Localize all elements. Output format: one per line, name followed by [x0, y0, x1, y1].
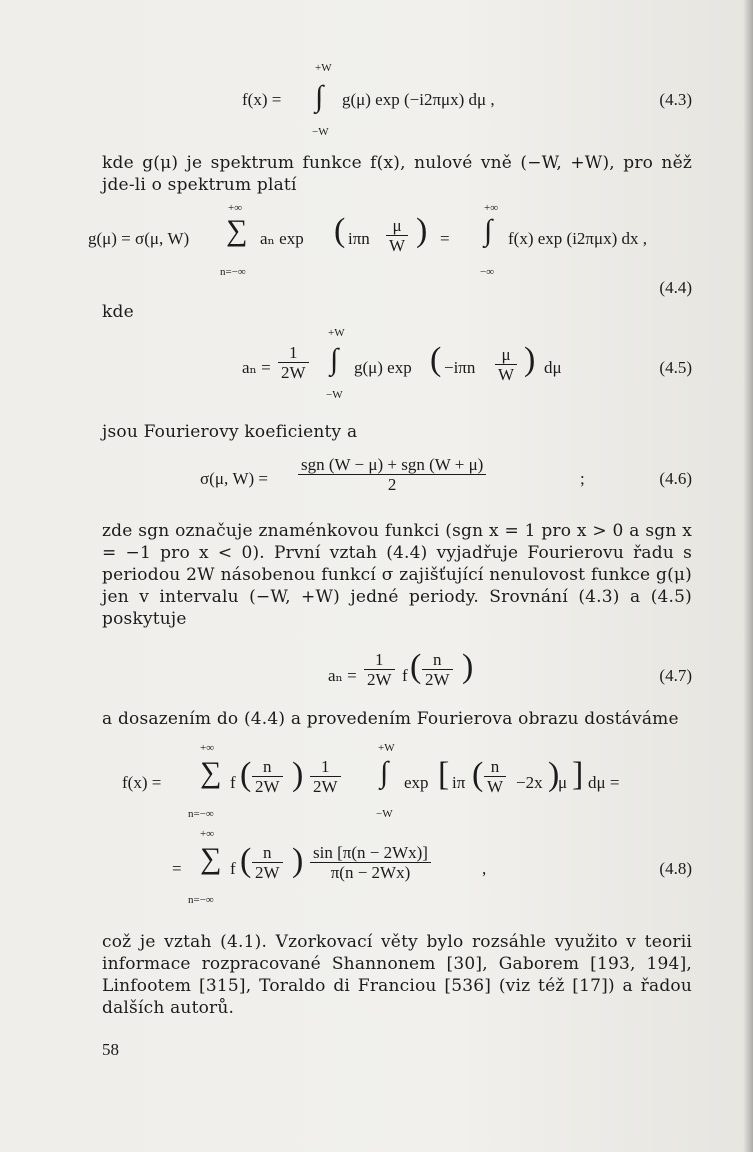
page-edge-shadow [743, 0, 753, 1152]
eq-4-8-frac-num: 1 [310, 757, 341, 777]
eq-4-7-frac-den: 2W [367, 670, 392, 689]
eq-4-6-num: sgn (W − μ) + sgn (W + μ) [298, 455, 486, 475]
eq-4-8-sinc-frac [310, 843, 431, 882]
eq-4-4-sum-lower: n=−∞ [220, 266, 246, 278]
eq-4-6-lhs: σ(μ, W) = [200, 469, 268, 488]
eq-4-7-right-paren: ) [462, 648, 474, 685]
eq-4-8-line2-inner-frac [252, 843, 283, 882]
eq-4-8-line2-eq: = [172, 859, 182, 878]
eq-4-8-right-bracket: ] [572, 756, 584, 793]
eq-4-6-tail: ; [580, 469, 585, 488]
equation-4-5 [102, 325, 692, 405]
eq-4-8-sinc-num: sin [π(n − 2Wx)] [310, 843, 431, 863]
eq-4-8-number: (4.8) [659, 859, 692, 878]
eq-4-8-line2-tail: , [482, 859, 487, 878]
eq-4-7-frac [364, 650, 395, 689]
eq-4-8-line2-left-paren: ( [240, 842, 252, 879]
eq-4-4-sum-upper: +∞ [228, 202, 243, 214]
eq-4-4-lhs: g(μ) = σ(μ, W) [88, 229, 190, 248]
eq-4-3-upper-limit: +W [315, 62, 332, 74]
equation-4-6 [102, 455, 692, 505]
eq-4-4-integral-sign: ∫ [484, 214, 493, 247]
eq-4-4-number: (4.4) [659, 278, 692, 297]
eq-4-8-bracket-frac-den: W [487, 777, 504, 796]
eq-4-8-line2-right-paren: ) [292, 842, 304, 879]
eq-4-5-int-upper: +W [328, 327, 345, 339]
eq-4-3-lower-limit: −W [312, 126, 329, 138]
eq-4-4-sum-sign: ∑ [226, 214, 248, 247]
eq-4-4-frac-den: W [389, 236, 406, 255]
equation-4-8-line2 [102, 826, 692, 906]
eq-4-4-int-upper: +∞ [484, 202, 499, 214]
eq-4-8-line2-sum-lower: n=−∞ [188, 894, 214, 906]
eq-4-7-number: (4.7) [659, 666, 692, 685]
eq-4-8-sum-upper: +∞ [200, 742, 215, 754]
eq-4-8-right-paren-2: ) [548, 756, 560, 793]
eq-4-6-frac [298, 455, 486, 494]
eq-4-7-inner-frac [422, 650, 453, 689]
eq-4-7-left-paren: ( [410, 648, 422, 685]
eq-4-5-int-lower: −W [326, 389, 343, 401]
eq-4-5-frac-num: 1 [278, 343, 309, 363]
eq-4-5-inner-frac-num: μ [495, 345, 517, 365]
eq-4-3-integrand: g(μ) exp (−i2πμx) dμ , [342, 90, 495, 109]
eq-4-8-frac-den: 2W [313, 777, 338, 796]
eq-4-8-tail: dμ = [588, 773, 620, 792]
eq-4-6-den: 2 [387, 475, 397, 494]
eq-4-3-lhs: f(x) = [242, 90, 282, 109]
paragraph-3: jsou Fourierovy koeficienty a [102, 422, 358, 442]
eq-4-8-line2-sum-sign: ∑ [200, 842, 222, 875]
eq-4-8-frac [310, 757, 341, 796]
eq-4-4-frac [386, 216, 408, 255]
eq-4-5-inner-frac [495, 345, 517, 384]
eq-4-8-integral-sign: ∫ [380, 756, 389, 789]
eq-4-8-exp: exp [404, 773, 429, 792]
paragraph-4: zde sgn označuje znaménkovou funkci (sgn x = 1 pro x > 0 a sgn x = −1 pro x < 0). První vztah (4.4) vyjadřuje Fourierovu řadu s periodou 2W násobenou funkcí σ zajišťující nenulovost funkce g(μ) jen v intervalu (−W, +W) jedné periody. Srovnání (4.3) a (4.5) poskytuje [102, 521, 692, 629]
equation-4-3 [102, 62, 692, 142]
eq-4-8-line2-inner-num: n [252, 843, 283, 863]
eq-4-8-bracket-inner-c: μ [558, 773, 568, 792]
eq-4-8-inner-num: n [252, 757, 283, 777]
eq-4-3-number: (4.3) [659, 90, 692, 109]
eq-4-5-number: (4.5) [659, 358, 692, 377]
eq-4-4-int-lower: −∞ [480, 266, 495, 278]
eq-4-8-bracket-inner-b: −2x [516, 773, 543, 792]
eq-4-7-f: f [402, 666, 408, 685]
eq-4-8-line2-sum-upper: +∞ [200, 828, 215, 840]
eq-4-8-bracket-frac [484, 757, 506, 796]
paragraph-5: a dosazením do (4.4) a provedením Fourierova obrazu dostáváme [102, 709, 679, 729]
eq-4-4-term: aₙ exp [260, 229, 304, 248]
eq-4-5-left-paren: ( [430, 341, 442, 378]
eq-4-4-integrand: f(x) exp (i2πμx) dx , [508, 229, 648, 248]
eq-4-5-inner-frac-den: W [498, 365, 515, 384]
eq-4-5-paren-inner: −iπn [444, 358, 476, 377]
eq-4-7-inner-num: n [422, 650, 453, 670]
eq-4-8-inner-frac [252, 757, 283, 796]
eq-4-8-left-paren-1: ( [240, 756, 252, 793]
eq-4-6-number: (4.6) [659, 469, 692, 488]
eq-4-8-sum-sign: ∑ [200, 756, 222, 789]
paragraph-1: kde g(μ) je spektrum funkce f(x), nulové vně (−W, +W), pro něž jde-li o spektrum platí [102, 153, 692, 195]
eq-4-5-integrand: g(μ) exp [354, 358, 412, 377]
eq-4-5-integral-sign: ∫ [330, 343, 339, 376]
eq-4-3-integral-sign: ∫ [315, 80, 324, 113]
eq-4-8-left-bracket: [ [438, 756, 450, 793]
eq-4-8-line2-inner-den: 2W [255, 863, 280, 882]
page-number: 58 [102, 1040, 119, 1059]
eq-4-8-bracket-frac-num: n [484, 757, 506, 777]
equation-4-7 [102, 650, 692, 700]
eq-4-5-right-paren: ) [524, 341, 536, 378]
eq-4-4-right-paren: ) [416, 212, 428, 249]
eq-4-8-bracket-inner-a: iπ [452, 773, 466, 792]
eq-4-8-f: f [230, 773, 236, 792]
eq-4-5-lhs: aₙ = [242, 358, 271, 377]
eq-4-5-tail: dμ [544, 358, 562, 377]
eq-4-4-eq-sign: = [440, 229, 450, 248]
eq-4-7-inner-den: 2W [425, 670, 450, 689]
paragraph-6: což je vztah (4.1). Vzorkovací věty bylo rozsáhle využito v teorii informace rozpracované Shannonem [30], Gaborem [193, 194], Linfootem [315], Toraldo di Franciou [536] (viz též [17]) a řadou dalších autorů. [102, 932, 692, 1018]
eq-4-4-left-paren: ( [334, 212, 346, 249]
eq-4-5-frac-den: 2W [281, 363, 306, 382]
eq-4-8-lhs: f(x) = [122, 773, 162, 792]
paragraph-2: kde [102, 302, 134, 322]
eq-4-5-frac [278, 343, 309, 382]
eq-4-8-inner-den: 2W [255, 777, 280, 796]
eq-4-8-sinc-den: π(n − 2Wx) [330, 863, 411, 882]
eq-4-8-line2-f: f [230, 859, 236, 878]
eq-4-7-lhs: aₙ = [328, 666, 357, 685]
eq-4-8-right-paren-1: ) [292, 756, 304, 793]
eq-4-4-paren-inner: iπn [348, 229, 370, 248]
equation-4-4 [88, 196, 692, 297]
eq-4-8-int-upper: +W [378, 742, 395, 754]
eq-4-8-int-lower: −W [376, 808, 393, 820]
eq-4-8-left-paren-2: ( [472, 756, 484, 793]
equation-4-8-line1 [102, 740, 692, 825]
eq-4-8-sum-lower: n=−∞ [188, 808, 214, 820]
eq-4-7-frac-num: 1 [364, 650, 395, 670]
eq-4-4-frac-num: μ [386, 216, 408, 236]
